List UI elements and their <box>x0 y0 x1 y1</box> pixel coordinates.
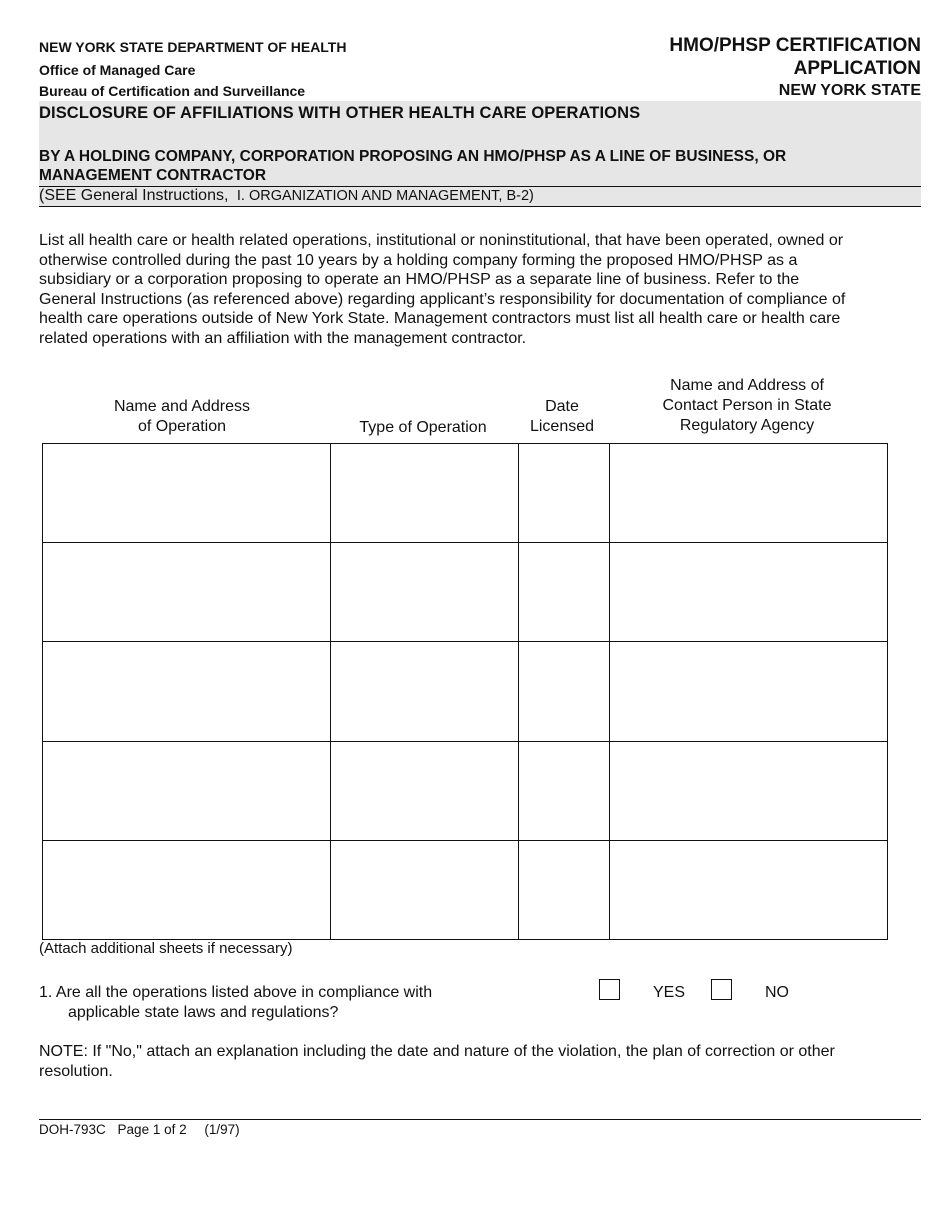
column-header-line: Contact Person in State <box>662 397 832 414</box>
instructions-line: General Instructions (as referenced above) regarding applicant’s responsibility for documentation of compliance of <box>39 290 846 308</box>
contact-person-cell[interactable] <box>610 840 888 939</box>
note-paragraph <box>39 1042 919 1081</box>
name-address-cell[interactable] <box>43 642 331 741</box>
column-header-date-licensed <box>518 397 606 437</box>
general-instructions-reference <box>39 187 534 205</box>
column-header-line: Date <box>545 398 579 415</box>
date-licensed-cell[interactable] <box>519 444 610 543</box>
contact-person-cell[interactable] <box>610 642 888 741</box>
table-row <box>43 840 888 939</box>
office-name: Office of Managed Care <box>39 62 196 78</box>
instructions-line: health care operations outside of New York State. Management contractors must list all health care or health care <box>39 310 841 328</box>
instructions-line: subsidiary or a corporation proposing to operate an HMO/PHSP as a separate line of business. Refer to the <box>39 271 800 289</box>
footer-rule <box>39 1119 921 1120</box>
note-line: resolution. <box>39 1062 113 1080</box>
type-of-operation-cell[interactable] <box>331 741 519 840</box>
contact-person-cell[interactable] <box>610 444 888 543</box>
reference-part-a: (SEE General Instructions, <box>39 187 229 204</box>
bureau-name: Bureau of Certification and Surveillance <box>39 83 306 99</box>
date-licensed-cell[interactable] <box>519 741 610 840</box>
instructions-line: related operations with an affiliation with the management contractor. <box>39 329 527 347</box>
instructions-line: List all health care or health related operations, institutional or noninstitutional, that have been operated, owned or <box>39 232 844 249</box>
column-header-line: of Operation <box>137 418 227 435</box>
no-checkbox[interactable] <box>711 979 732 1000</box>
affiliations-table <box>42 443 888 940</box>
yes-checkbox[interactable] <box>599 979 620 1000</box>
column-header-contact-person <box>609 376 885 436</box>
name-address-cell[interactable] <box>43 444 331 543</box>
question-text-line: 1. Are all the operations listed above in compliance with <box>39 984 433 1001</box>
section-subtitle-line2: MANAGEMENT CONTRACTOR <box>39 167 267 184</box>
column-header-line: Licensed <box>529 418 595 435</box>
footer <box>39 1122 240 1137</box>
table-row <box>43 741 888 840</box>
question-text-line: applicable state laws and regulations? <box>68 1003 339 1021</box>
date-licensed-cell[interactable] <box>519 642 610 741</box>
instructions-paragraph <box>39 231 919 349</box>
column-header-line: Name and Address <box>113 398 251 415</box>
form-title-line1: HMO/PHSP CERTIFICATION <box>669 35 921 56</box>
table-row <box>43 444 888 543</box>
band-rule-bottom <box>39 206 921 207</box>
contact-person-cell[interactable] <box>610 543 888 642</box>
contact-person-cell[interactable] <box>610 741 888 840</box>
type-of-operation-cell[interactable] <box>331 444 519 543</box>
table-row <box>43 543 888 642</box>
column-header-line: Regulatory Agency <box>679 417 815 434</box>
date-licensed-cell[interactable] <box>519 840 610 939</box>
column-header-line: Name and Address of <box>670 377 824 394</box>
column-header-type: Type of Operation <box>359 419 487 436</box>
question-1 <box>39 983 432 1022</box>
date-licensed-cell[interactable] <box>519 543 610 642</box>
yes-label: YES <box>653 984 686 1001</box>
reference-part-b: I. ORGANIZATION AND MANAGEMENT, B-2) <box>236 188 534 204</box>
no-label: NO <box>765 984 789 1001</box>
attach-sheets-note: (Attach additional sheets if necessary) <box>39 940 293 957</box>
table-row <box>43 642 888 741</box>
note-line: NOTE: If "No," attach an explanation including the date and nature of the violation, the plan of correction or other <box>39 1043 835 1060</box>
type-of-operation-cell[interactable] <box>331 840 519 939</box>
form-state: NEW YORK STATE <box>778 82 921 99</box>
instructions-line: otherwise controlled during the past 10 years by a holding company forming the proposed HMO/PHSP as a <box>39 251 798 269</box>
page-number: Page 1 of 2 <box>117 1122 187 1137</box>
form-title-line2: APPLICATION <box>793 58 921 79</box>
name-address-cell[interactable] <box>43 741 331 840</box>
name-address-cell[interactable] <box>43 840 331 939</box>
form-number: DOH-793C <box>39 1122 106 1137</box>
column-header-name-address <box>42 397 322 437</box>
type-of-operation-cell[interactable] <box>331 642 519 741</box>
name-address-cell[interactable] <box>43 543 331 642</box>
department-name: NEW YORK STATE DEPARTMENT OF HEALTH <box>39 39 347 55</box>
revision-date: (1/97) <box>204 1122 240 1137</box>
section-subtitle-line1: BY A HOLDING COMPANY, CORPORATION PROPOSING AN HMO/PHSP AS A LINE OF BUSINESS, OR <box>39 148 787 165</box>
type-of-operation-cell[interactable] <box>331 543 519 642</box>
section-title: DISCLOSURE OF AFFILIATIONS WITH OTHER HEALTH CARE OPERATIONS <box>39 104 641 122</box>
